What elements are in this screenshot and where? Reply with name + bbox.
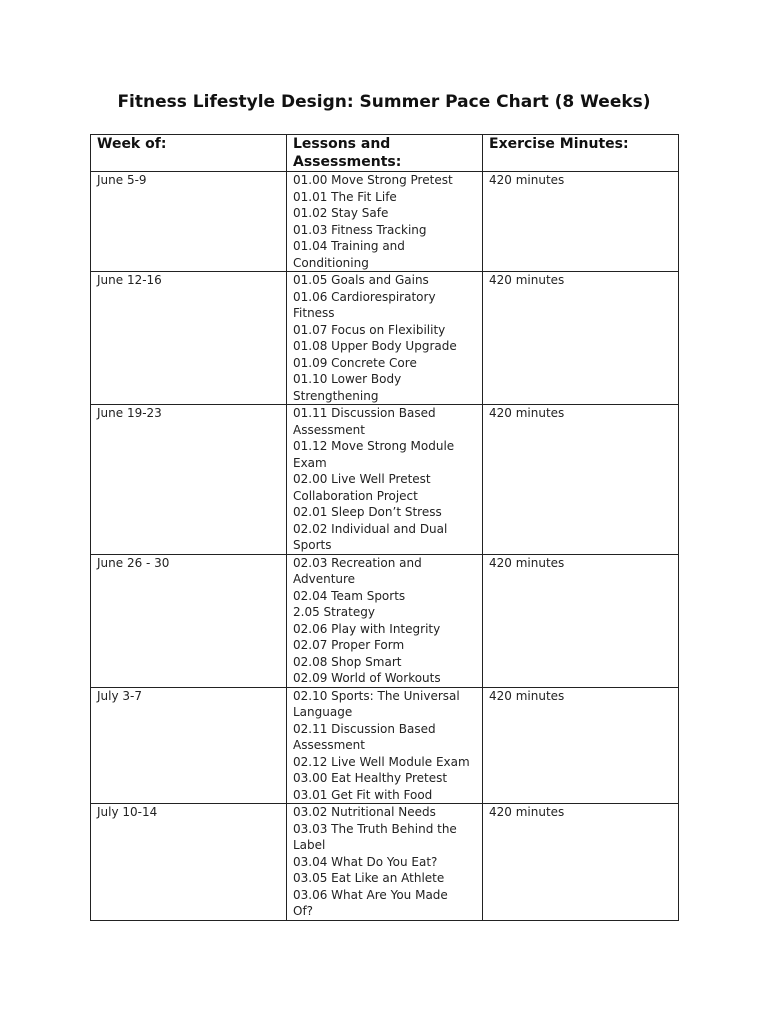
week-cell: July 10-14 <box>91 804 287 921</box>
lesson-line: Adventure <box>293 572 356 586</box>
lesson-line: Collaboration Project <box>293 488 418 503</box>
lesson-line: 01.07 Focus on Flexibility <box>293 322 446 337</box>
lesson-line: 01.05 Goals and Gains <box>293 273 429 287</box>
pace-chart-table <box>90 134 679 921</box>
lesson-line: 03.00 Eat Healthy Pretest <box>293 771 448 785</box>
lesson-line: 02.01 Sleep Don’t Stress <box>293 505 442 519</box>
week-cell: June 5-9 <box>91 172 287 272</box>
lesson-line: 02.00 Live Well Pretest <box>293 472 431 486</box>
lesson-line: 02.10 Sports: The Universal <box>293 688 460 703</box>
lesson-line: 01.11 Discussion Based <box>293 406 436 420</box>
lesson-line: Assessment <box>293 422 365 437</box>
lesson-line: 02.09 World of Workouts <box>293 671 441 685</box>
table-row <box>91 687 679 804</box>
lesson-line: 02.12 Live Well Module Exam <box>293 754 470 769</box>
table-row <box>91 272 679 405</box>
lesson-line: 02.08 Shop Smart <box>293 654 402 669</box>
lesson-line: Strengthening <box>293 388 379 403</box>
lessons-cell <box>287 172 483 272</box>
table-body <box>91 172 679 921</box>
lessons-cell <box>287 687 483 804</box>
page-title: Fitness Lifestyle Design: Summer Pace Chart (8 Weeks) <box>117 92 651 112</box>
lesson-line: 01.04 Training and <box>293 239 405 253</box>
lesson-line: 03.04 What Do You Eat? <box>293 854 438 869</box>
lesson-line: 02.11 Discussion Based <box>293 721 436 736</box>
lesson-line: 01.01 The Fit Life <box>293 189 397 204</box>
lesson-line: Sports <box>293 538 332 552</box>
minutes-cell: 420 minutes <box>483 272 679 405</box>
week-cell: July 3-7 <box>91 687 287 804</box>
lesson-line: 01.03 Fitness Tracking <box>293 222 427 237</box>
minutes-cell: 420 minutes <box>483 804 679 921</box>
week-cell: June 19-23 <box>91 405 287 555</box>
lesson-line: 01.06 Cardiorespiratory <box>293 289 436 304</box>
minutes-cell: 420 minutes <box>483 405 679 555</box>
lessons-cell <box>287 554 483 687</box>
lessons-cell <box>287 804 483 921</box>
lesson-line: 02.02 Individual and Dual <box>293 521 448 536</box>
lesson-line: 03.01 Get Fit with Food <box>293 787 433 802</box>
lesson-line: 01.10 Lower Body <box>293 372 402 386</box>
table-row <box>91 554 679 687</box>
lesson-line: Label <box>293 838 326 852</box>
table-row <box>91 172 679 272</box>
week-cell: June 12-16 <box>91 272 287 405</box>
lesson-line: Fitness <box>293 306 335 320</box>
minutes-cell: 420 minutes <box>483 687 679 804</box>
lesson-line: 03.03 The Truth Behind the <box>293 821 457 836</box>
lesson-line: Conditioning <box>293 255 369 270</box>
lesson-line: 02.06 Play with Integrity <box>293 621 441 636</box>
lesson-line: 01.02 Stay Safe <box>293 206 389 220</box>
week-cell: June 26 - 30 <box>91 554 287 687</box>
table-row <box>91 405 679 555</box>
table-row <box>91 804 679 921</box>
lesson-line: 01.12 Move Strong Module <box>293 439 455 453</box>
lesson-line: 02.07 Proper Form <box>293 638 405 652</box>
lesson-line: 02.03 Recreation and <box>293 555 422 570</box>
lesson-line: Of? <box>293 904 314 918</box>
minutes-cell: 420 minutes <box>483 172 679 272</box>
lesson-line: 03.05 Eat Like an Athlete <box>293 871 445 885</box>
lesson-line: 2.05 Strategy <box>293 605 375 619</box>
lessons-cell <box>287 405 483 555</box>
header-minutes: Exercise Minutes: <box>483 135 679 172</box>
header-week: Week of: <box>91 135 287 172</box>
minutes-cell: 420 minutes <box>483 554 679 687</box>
header-lessons: Lessons and Assessments: <box>287 135 483 172</box>
lesson-line: 02.04 Team Sports <box>293 588 406 603</box>
lesson-line: 03.02 Nutritional Needs <box>293 805 436 819</box>
lesson-line: Assessment <box>293 738 365 752</box>
lesson-line: Language <box>293 705 353 719</box>
lesson-line: 01.09 Concrete Core <box>293 355 417 370</box>
lesson-line: Exam <box>293 455 327 470</box>
lesson-line: 03.06 What Are You Made <box>293 887 448 902</box>
table-header-row <box>91 135 679 172</box>
lesson-line: 01.08 Upper Body Upgrade <box>293 339 457 353</box>
lessons-cell <box>287 272 483 405</box>
lesson-line: 01.00 Move Strong Pretest <box>293 173 453 187</box>
